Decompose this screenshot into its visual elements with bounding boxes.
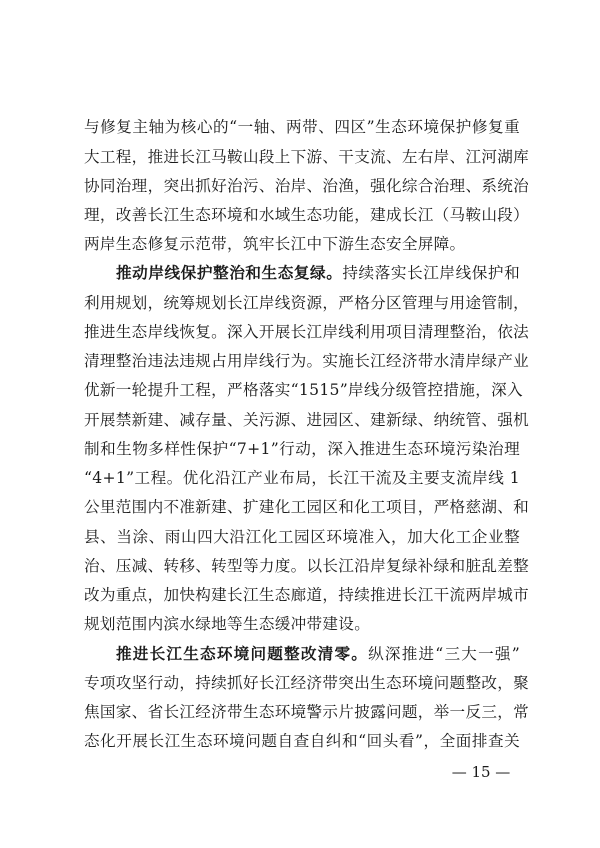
text-line: 规划范围内滨水绿地等生态缓冲带建设。	[84, 615, 371, 633]
text-line: 公里范围内不准新建、扩建化工园区和化工项目，严格慈湖、和	[84, 498, 530, 516]
page-number: — 15 —	[451, 763, 511, 781]
text-line: 协同治理，突出抓好治污、治岸、治渔，强化综合治理、系统治	[84, 177, 530, 195]
paragraph-text: 纵深推进“三大一强”	[368, 645, 520, 663]
text-line: 专项攻坚行动，持续抓好长江经济带突出生态环境问题整改，聚	[84, 674, 530, 692]
text-line: 制和生物多样性保护“7+1”行动，深入推进生态环境污染治理	[84, 440, 520, 458]
text-line: 态化开展长江生态环境问题自查自纠和“回头看”，全面排查关	[84, 732, 520, 750]
paragraph-heading: 推动岸线保护整治和生态复绿。	[116, 263, 343, 282]
text-line: 推进生态岸线恢复。深入开展长江岸线利用项目清理整治，依法	[84, 323, 530, 341]
text-line: 大工程，推进长江马鞍山段上下游、干支流、左右岸、江河湖库	[84, 148, 530, 166]
text-line: 两岸生态修复示范带，筑牢长江中下游生态安全屏障。	[84, 235, 466, 253]
text-line: 开展禁新建、减存量、关污源、进园区、建新绿、纳统管、强机	[84, 411, 530, 429]
text-line: 清理整治违法违规占用岸线行为。实施长江经济带水清岸绿产业	[84, 352, 530, 370]
text-line: 改为重点，加快构建长江生态廊道，持续推进长江干流两岸城市	[84, 586, 530, 604]
text-line: 与修复主轴为核心的“一轴、两带、四区”生态环境保护修复重	[84, 118, 520, 136]
text-line: 理，改善长江生态环境和水域生态功能，建成长江（马鞍山段）	[84, 206, 530, 224]
paragraph-text: 持续落实长江岸线保护和	[342, 264, 520, 282]
paragraph-first-line	[116, 263, 520, 283]
text-line: 县、当涂、雨山四大沿江化工园区环境准入，加大化工企业整	[84, 528, 520, 546]
text-line: 治、压减、转移、转型等力度。以长江沿岸复绿补绿和脏乱差整	[84, 557, 530, 575]
text-line: 利用规划，统筹规划长江岸线资源，严格分区管理与用途管制，	[84, 294, 530, 312]
text-line: 焦国家、省长江经济带生态环境警示片披露问题，举一反三，常	[84, 703, 530, 721]
text-line: “4+1”工程。优化沿江产业布局，长江干流及主要支流岸线 1	[84, 469, 520, 487]
paragraph-heading: 推进长江生态环境问题整改清零。	[116, 644, 369, 663]
paragraph-first-line	[116, 644, 520, 664]
text-line: 优新一轮提升工程，严格落实“1515”岸线分级管控措施，深入	[84, 381, 523, 399]
